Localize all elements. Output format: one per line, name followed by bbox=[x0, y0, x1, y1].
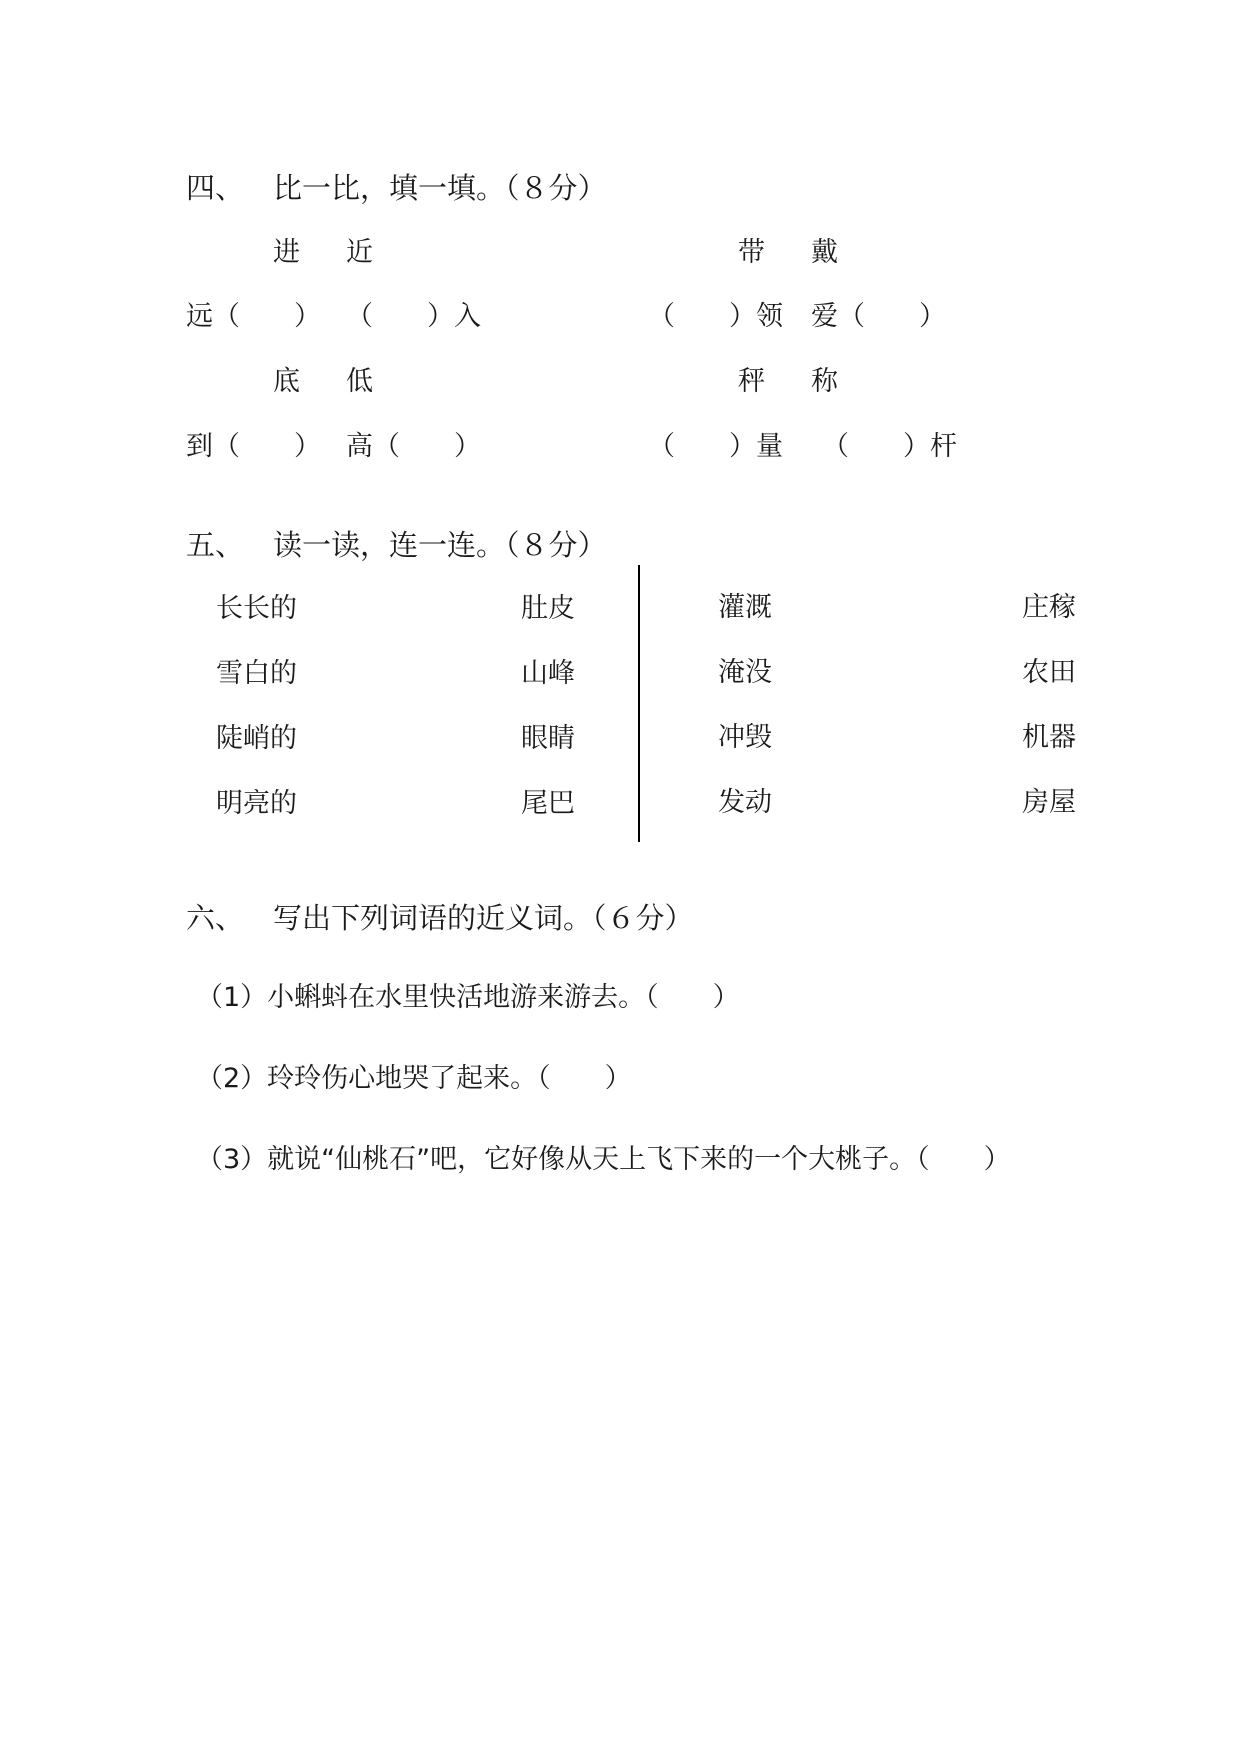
s4-row2-blank-d: 爱（ ） bbox=[811, 301, 946, 332]
s4-row3-word-a: 底 bbox=[273, 366, 300, 397]
section-4-title: 比一比，填一填。（８分） bbox=[273, 171, 607, 205]
section-6-title: 写出下列词语的近义词。（６分） bbox=[273, 901, 694, 935]
s5-col1-item: 明亮的 bbox=[216, 788, 297, 819]
s5-col4-item: 房屋 bbox=[1022, 787, 1076, 818]
s5-col3-item: 淹没 bbox=[718, 657, 772, 688]
s4-row2-blank-b: （ ）入 bbox=[346, 301, 481, 332]
s4-row4-blank-d: （ ）杆 bbox=[822, 431, 957, 462]
s6-question: （1）小蝌蚪在水里快活地游来游去。（ ） bbox=[196, 982, 740, 1013]
column-divider bbox=[638, 565, 640, 842]
s5-col1-item: 雪白的 bbox=[216, 658, 297, 689]
s4-row4-blank-c: （ ）量 bbox=[648, 431, 783, 462]
s4-row4-blank-b: 高（ ） bbox=[346, 431, 481, 462]
s5-col2-item: 山峰 bbox=[521, 658, 575, 689]
s4-row1-word-a: 进 bbox=[273, 237, 300, 268]
section-5-title: 读一读，连一连。（８分） bbox=[273, 528, 607, 562]
s4-row1-word-b: 近 bbox=[346, 237, 373, 268]
s5-col1-item: 长长的 bbox=[216, 593, 297, 624]
s5-col4-item: 庄稼 bbox=[1022, 592, 1076, 623]
s4-row1-word-d: 戴 bbox=[811, 237, 838, 268]
s5-col3-item: 灌溉 bbox=[718, 592, 772, 623]
section-5-number: 五、 bbox=[186, 528, 245, 562]
s4-row3-word-c: 秤 bbox=[738, 366, 765, 397]
s4-row2-blank-c: （ ）领 bbox=[648, 301, 783, 332]
s4-row2-blank-a: 远（ ） bbox=[186, 301, 321, 332]
s5-col3-item: 发动 bbox=[718, 787, 772, 818]
section-6-number: 六、 bbox=[186, 901, 245, 935]
s5-col1-item: 陡峭的 bbox=[216, 723, 297, 754]
s5-col3-item: 冲毁 bbox=[718, 722, 772, 753]
s6-question: （2）玲玲伤心地哭了起来。（ ） bbox=[196, 1063, 632, 1094]
s5-col2-item: 眼睛 bbox=[521, 723, 575, 754]
s4-row3-word-b: 低 bbox=[346, 366, 373, 397]
section-4-number: 四、 bbox=[186, 171, 245, 205]
s5-col2-item: 尾巴 bbox=[521, 788, 575, 819]
s4-row3-word-d: 称 bbox=[811, 366, 838, 397]
s6-question: （3）就说“仙桃石”吧，它好像从天上飞下来的一个大桃子。（ ） bbox=[196, 1144, 1011, 1175]
s5-col2-item: 肚皮 bbox=[521, 593, 575, 624]
s4-row4-blank-a: 到（ ） bbox=[186, 431, 321, 462]
s5-col4-item: 农田 bbox=[1022, 657, 1076, 688]
s5-col4-item: 机器 bbox=[1022, 722, 1076, 753]
s4-row1-word-c: 带 bbox=[738, 237, 765, 268]
